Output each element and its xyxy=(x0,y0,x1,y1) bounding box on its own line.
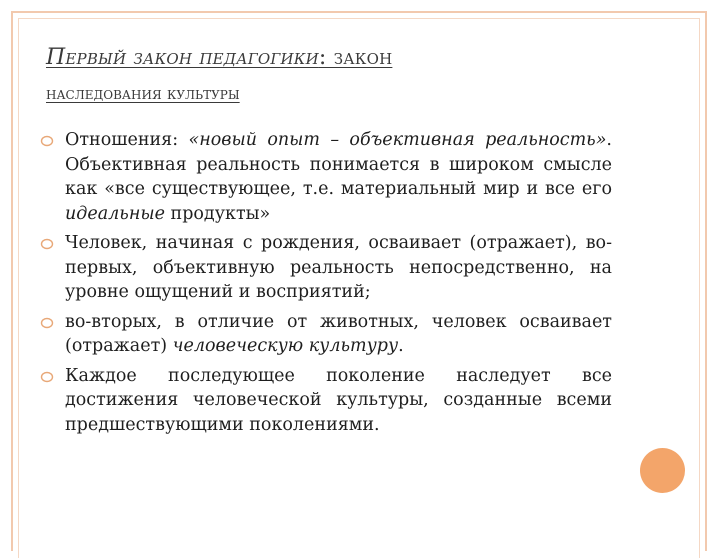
bullet-emphasis: «новый опыт – объективная реальность» xyxy=(188,130,607,150)
bullet-item xyxy=(40,310,612,359)
bullet-emphasis: идеальные xyxy=(65,203,165,224)
open-circle-bullet-icon xyxy=(40,371,54,383)
bullet-text: Отношения: xyxy=(65,130,189,150)
bullet-text: во-вторых, в отличие от животных, человек осваивает (отражает) xyxy=(65,311,612,356)
title-line-1 xyxy=(46,40,646,76)
title-plain-part: : закон xyxy=(318,45,393,70)
decorative-orange-circle xyxy=(640,448,685,493)
bullet-item xyxy=(40,364,612,438)
open-circle-bullet-icon xyxy=(40,238,54,250)
bullet-text: Каждое последующее поколение наследует все достижения человеческой культуры, созданные всеми предшествующими поколениями. xyxy=(65,365,612,435)
bullet-item xyxy=(40,231,612,305)
open-circle-bullet-icon xyxy=(40,135,54,147)
bullet-item xyxy=(40,128,612,226)
title-italic-part: Первый закон педагогики xyxy=(46,45,319,70)
bullet-list xyxy=(40,128,612,442)
bullet-text: продукты» xyxy=(164,203,271,224)
open-circle-bullet-icon xyxy=(40,317,54,329)
bullet-text: Человек, начиная с рождения, осваивает (отражает), во-первых, объективную реальность непосредственно, на уровне ощущений и восприятий; xyxy=(65,233,612,302)
slide-title xyxy=(46,40,646,112)
title-line-2: наследования культуры xyxy=(46,84,240,104)
bullet-emphasis: человеческую культуру xyxy=(172,336,399,356)
bullet-text: . xyxy=(398,336,404,356)
bullet-text: . Объективная реальность понимается в широком смысле как «все существующее, т.е. материальный мир и все его xyxy=(65,130,612,199)
